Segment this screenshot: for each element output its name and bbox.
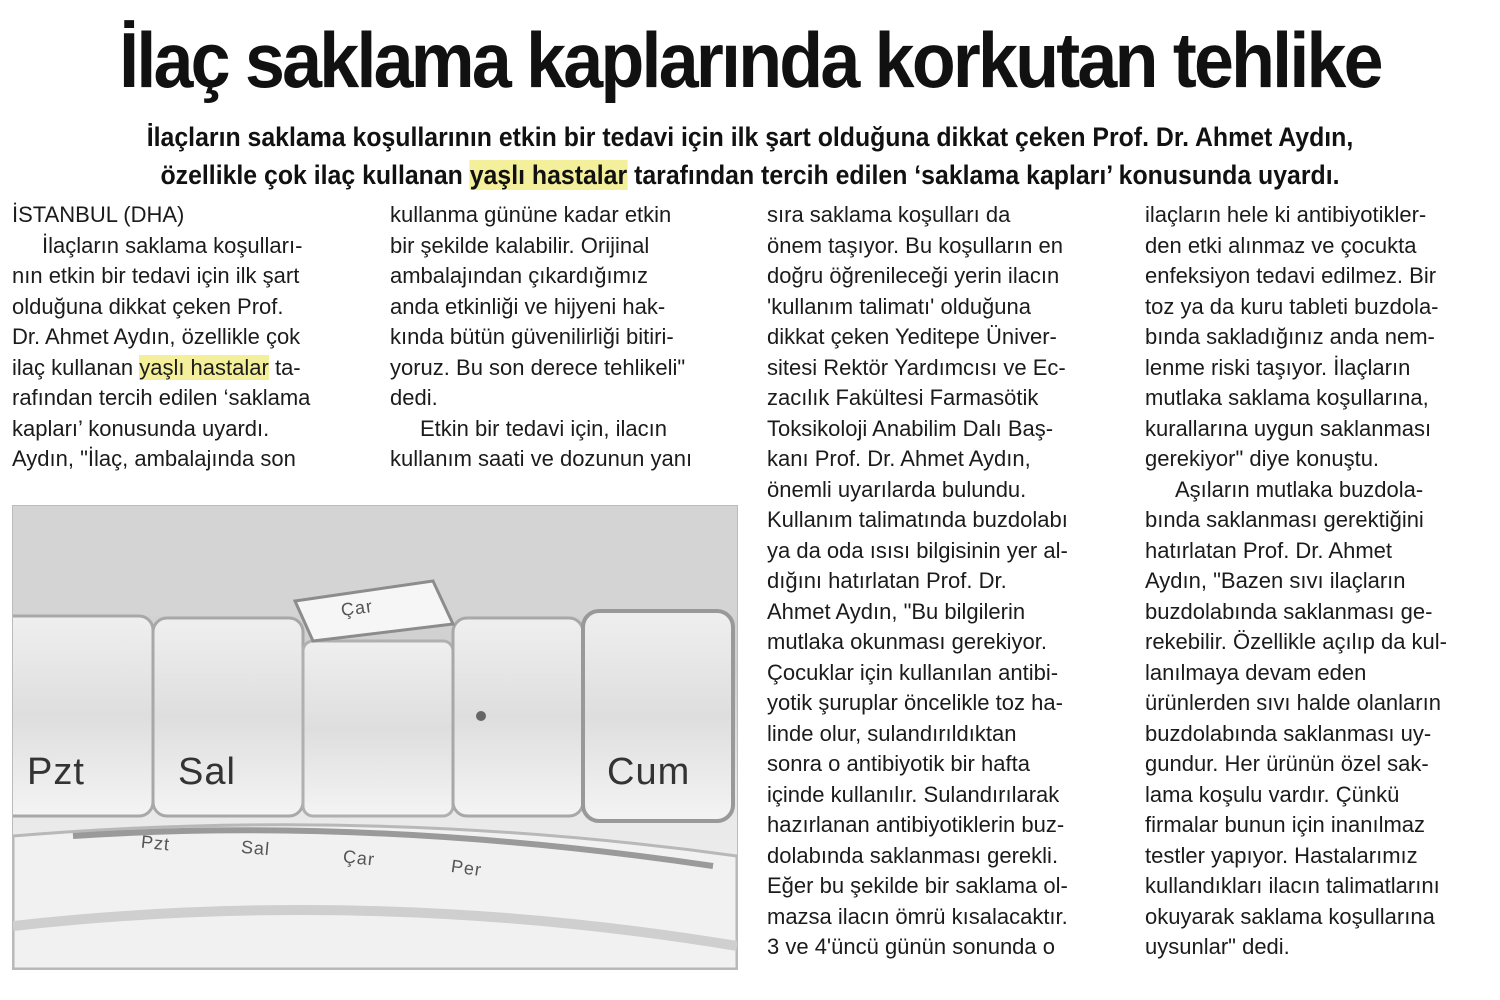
organizer-base — [13, 825, 737, 969]
subheadline-line-2 — [60, 156, 1440, 194]
label-car-lid: Çar — [339, 595, 375, 621]
highlighted-phrase: yaşlı hastalar — [139, 354, 269, 380]
text-line: dolabında saklanması gerekli. — [767, 842, 1059, 868]
text-line: ambalajından çıkardığımız — [390, 263, 649, 288]
text-line: bında saklanması gerektiğini — [1145, 507, 1424, 532]
label-cum: Cum — [607, 751, 691, 793]
text-line: ürünlerden sıvı halde olanların — [1145, 690, 1441, 715]
text-line: testler yapıyor. Hastalarımız — [1145, 842, 1418, 868]
text-line: hazırlanan antibiyotiklerin buz- — [767, 812, 1065, 837]
text-line: lama koşulu vardır. Çünkü — [1145, 781, 1400, 807]
text-line: mazsa ilacın ömrü kısalacaktır. — [767, 903, 1068, 929]
text-line: önemli uyarılarda bulundu. — [767, 476, 1027, 502]
text-line: sonra o antibiyotik bir hafta — [767, 751, 1030, 776]
text-line: toz ya da kuru tableti buzdola- — [1145, 293, 1439, 319]
label-pzt-base: Pzt — [140, 831, 172, 855]
article-column-4 — [1145, 200, 1495, 963]
text-line: linde olur, sulandırıldıktan — [767, 720, 1017, 746]
text-line: dikkat çeken Yeditepe Üniver- — [767, 324, 1057, 349]
text-line: nın etkin bir tedavi için ilk şart — [12, 263, 300, 288]
text-line: den etki alınmaz ve çocukta — [1145, 232, 1417, 258]
text-line: enfeksiyon tedavi edilmez. Bir — [1145, 263, 1437, 288]
label-sal: Sal — [178, 751, 236, 793]
text-line: mutlaka okunması gerekiyor. — [767, 629, 1048, 654]
text-line: doğru öğrenileceği yerin ilacın — [767, 263, 1060, 288]
text-line: kapları’ konusunda uyardı. — [12, 415, 270, 441]
article-column-1 — [12, 200, 362, 475]
text-line: yoruz. Bu son derece tehlikeli" — [390, 354, 686, 380]
text-line: uysunlar" dedi. — [1145, 934, 1290, 959]
text-line: 3 ve 4'üncü günün sonunda o — [767, 934, 1055, 959]
text-line: önem taşıyor. Bu koşulların en — [767, 232, 1063, 258]
label-car-base: Çar — [342, 846, 377, 870]
text-line: Çocuklar için kullanılan antibi- — [767, 659, 1059, 685]
text-line: Dr. Ahmet Aydın, özellikle çok — [12, 324, 301, 349]
text-line: Etkin bir tedavi için, ilacın — [420, 415, 667, 441]
text-line: Aydın, "Bazen sıvı ilaçların — [1145, 568, 1406, 593]
text-line: Ahmet Aydın, "Bu bilgilerin — [767, 598, 1026, 624]
headline: İlaç saklama kaplarında korkutan tehlike — [119, 16, 1381, 104]
text-line: 'kullanım talimatı' olduğuna — [767, 293, 1031, 319]
text-line: anda etkinliği ve hijyeni hak- — [390, 293, 666, 319]
label-sal-base: Sal — [240, 836, 271, 860]
text-line: içinde kullanılır. Sulandırılarak — [767, 781, 1060, 807]
article-column-3 — [767, 200, 1123, 963]
text-line: kullandıkları ilacın talimatlarını — [1145, 873, 1440, 898]
text-line: rekebilir. Özellikle açılıp da kul- — [1145, 629, 1448, 654]
text-line: kullanma gününe kadar etkin — [390, 202, 672, 227]
text-line: buzdolabında saklanması uy- — [1145, 720, 1432, 746]
pill-organizer-photo — [12, 505, 738, 970]
text-line: kullanım saati ve dozunun yanı — [390, 446, 693, 471]
text-line: dedi. — [390, 385, 438, 410]
highlighted-phrase: yaşlı hastalar — [469, 160, 628, 190]
article-column-2 — [390, 200, 740, 475]
text-line: Aşıların mutlaka buzdola- — [1175, 476, 1424, 502]
text-line: dığını hatırlatan Prof. Dr. — [767, 568, 1007, 593]
text-fragment: ta- — [274, 354, 301, 380]
text-line: bir şekilde kalabilir. Orijinal — [390, 232, 650, 258]
text-line: İlaçların saklama koşulları- — [42, 232, 303, 258]
text-line: kanı Prof. Dr. Ahmet Aydın, — [767, 446, 1031, 471]
text-line: olduğuna dikkat çeken Prof. — [12, 293, 284, 319]
text-line: zacılık Fakültesi Farmasötik — [767, 385, 1039, 410]
text-line: gerekiyor" diye konuştu. — [1145, 446, 1380, 471]
text-line: firmalar bunun için inanılmaz — [1145, 812, 1426, 837]
text-line: yotik şuruplar öncelikle toz ha- — [767, 690, 1063, 715]
text-line: Toksikoloji Anabilim Dalı Baş- — [767, 415, 1054, 441]
text-line: lanılmaya devam eden — [1145, 659, 1367, 685]
text-fragment: ilaç kullanan — [12, 354, 134, 380]
subheadline — [60, 118, 1440, 194]
text-line: bında sakladığınız anda nem- — [1145, 324, 1435, 349]
pill-organizer-illustration — [13, 506, 737, 969]
text-line: mutlaka saklama koşullarına, — [1145, 385, 1429, 410]
text-line: Aydın, "İlaç, ambalajında son — [12, 446, 296, 471]
text-line: okuyarak saklama koşullarına — [1145, 903, 1435, 929]
text-line: kında bütün güvenilirliği bitiri- — [390, 324, 674, 349]
lid-hole — [476, 711, 486, 721]
compartment-car — [303, 641, 453, 816]
text-line: lenme riski taşıyor. İlaçların — [1145, 354, 1411, 380]
subheadline-text: tarafından tercih edilen ‘saklama kapları’ konusunda uyardı. — [627, 160, 1340, 190]
text-line: buzdolabında saklanması ge- — [1145, 598, 1433, 624]
text-line: Eğer bu şekilde bir saklama ol- — [767, 873, 1068, 898]
subheadline-text: özellikle çok ilaç kullanan — [160, 160, 470, 190]
text-line: hatırlatan Prof. Dr. Ahmet — [1145, 537, 1393, 563]
text-line — [12, 353, 362, 384]
text-line: ya da oda ısısı bilgisinin yer al- — [767, 537, 1068, 563]
text-line: ilaçların hele ki antibiyotikler- — [1145, 202, 1427, 227]
text-line: Kullanım talimatında buzdolabı — [767, 507, 1068, 532]
label-per-base: Per — [449, 855, 484, 881]
label-pzt: Pzt — [27, 751, 85, 793]
text-line: rafından tercih edilen ‘saklama — [12, 385, 311, 410]
dateline: İSTANBUL (DHA) — [12, 202, 185, 227]
text-line: sitesi Rektör Yardımcısı ve Ec- — [767, 354, 1066, 380]
text-line: gundur. Her ürünün özel sak- — [1145, 751, 1429, 776]
text-line: kurallarına uygun saklanması — [1145, 415, 1432, 441]
compartment — [453, 618, 583, 816]
subheadline-line-1: İlaçların saklama koşullarının etkin bir tedavi için ilk şart olduğuna dikkat çeken Prof. Dr. Ahmet Aydın, — [146, 122, 1354, 152]
text-line: sıra saklama koşulları da — [767, 202, 1011, 227]
